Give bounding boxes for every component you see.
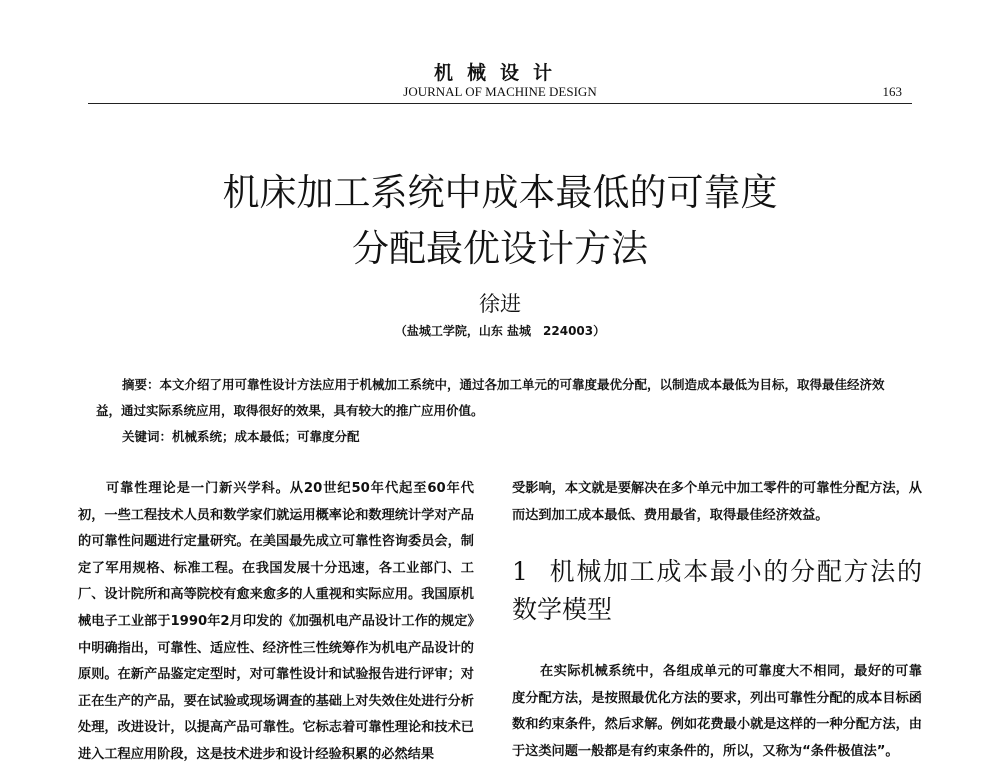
left-column bbox=[78, 476, 474, 769]
author: 徐进 bbox=[479, 292, 521, 316]
keywords: 关键词：机械系统；成本最低；可靠度分配 bbox=[122, 429, 360, 444]
paper-title-line2: 分配最优设计方法 bbox=[352, 227, 648, 270]
journal-name-en: JOURNAL OF MACHINE DESIGN bbox=[403, 84, 597, 99]
journal-name-cn: 机械设计 bbox=[433, 62, 566, 84]
paper-title-line1: 机床加工系统中成本最低的可靠度 bbox=[222, 171, 778, 214]
header-rule bbox=[88, 103, 912, 104]
affiliation: （盐城工学院，山东 盐城 224003） bbox=[394, 324, 606, 338]
section-title: 机械加工成本最小的分配方法的数学模型 bbox=[512, 557, 922, 625]
section-paragraph: 在实际机械系统中，各组成单元的可靠度大不相同，最好的可靠度分配方法，是按照最优化方法的要求，列出可靠性分配的成本目标函数和约束条件，然后求解。例如花费最小就是这样的一种分配方法，由于这类问题一般都是有约束条件的，所以，又称为“条件极值法”。 bbox=[512, 664, 922, 759]
page-number: 163 bbox=[882, 84, 902, 99]
section-number: 1 bbox=[512, 557, 528, 587]
section-heading bbox=[512, 553, 922, 629]
right-column bbox=[512, 476, 922, 766]
abstract-block bbox=[96, 372, 904, 450]
intro-paragraph-continued: 受影响，本文就是要解决在多个单元中加工零件的可靠性分配方法，从而达到加工成本最低、费用最省，取得最佳经济效益。 bbox=[512, 481, 922, 523]
abstract-text: 摘要：本文介绍了用可靠性设计方法应用于机械加工系统中，通过各加工单元的可靠度最优分配，以制造成本最低为目标，取得最佳经济效益，通过实际系统应用，取得很好的效果，具有较大的推广应用价值。 bbox=[96, 377, 885, 418]
intro-paragraph: 可靠性理论是一门新兴学科。从20世纪50年代起至60年代初，一些工程技术人员和数学家们就运用概率论和数理统计学对产品的可靠性问题进行定量研究。在美国最先成立可靠性咨询委员会，制定了军用规格、标准工程。在我国发展十分迅速，各工业部门、工厂、设计院所和高等院校有愈来愈多的人重视和实际应用。我国原机械电子工业部于1990年2月印发的《加强机电产品设计工作的规定》中明确指出，可靠性、适应性、经济性三性统筹作为机电产品设计的原则。在新产品鉴定定型时，对可靠性设计和试验报告进行评审；对正在生产的产品，要在试验或现场调查的基础上对失效住处进行分析处理，改进设计，以提高产品可靠性。它标志着可靠性理论和技术已进入工程应用阶段，这是技术进步和设计经验积累的必然结果 bbox=[78, 481, 474, 762]
